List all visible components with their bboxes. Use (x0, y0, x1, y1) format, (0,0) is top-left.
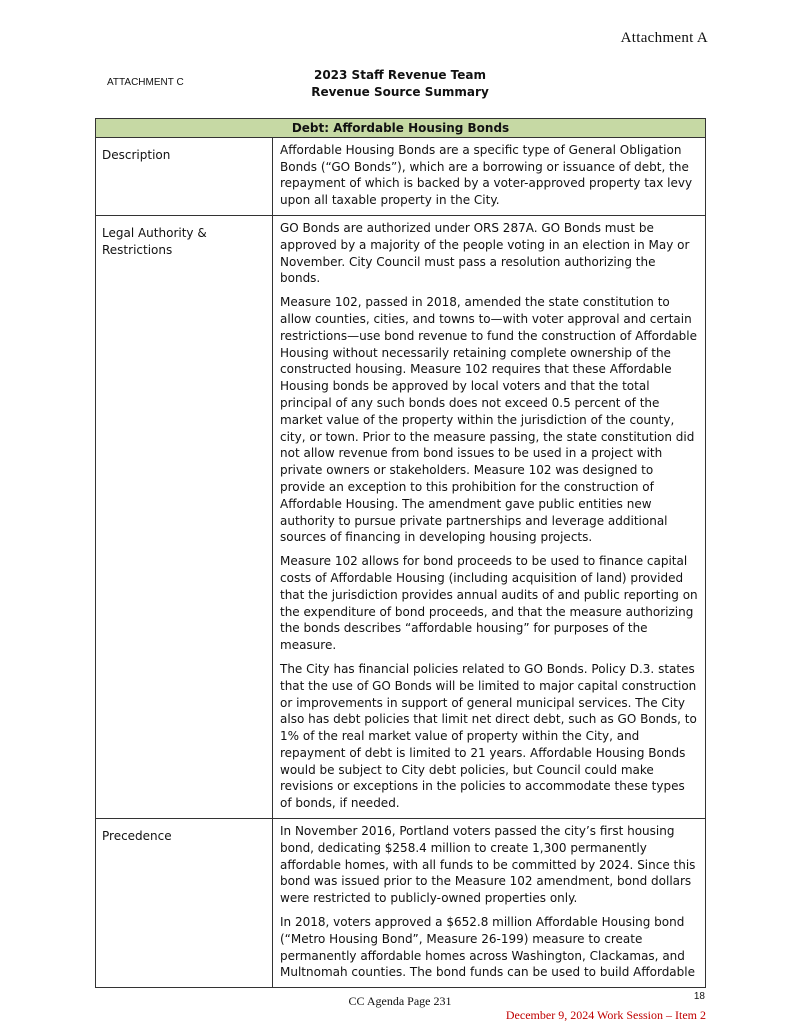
table-header-row (96, 119, 706, 138)
paragraph: In November 2016, Portland voters passed the city’s first housing bond, dedicating $258.4 million to create 1,300 permanently affordable homes, with all funds to be committed by 2024. Since this bond was issued prior to the Measure 102 amendment, bond dollars were restricted to publicly-owned properties only. (280, 824, 696, 906)
paragraph: Measure 102 allows for bond proceeds to be used to finance capital costs of Affordable Housing (including acquisition of land) provided that the jurisdiction provides annual audits of and public reporting on the expenditure of bond proceeds, and that the measure authorizing the bonds describes “affordable housing” for purposes of the measure. (280, 554, 698, 653)
table-heading: Debt: Affordable Housing Bonds (96, 119, 706, 138)
row-content-description (273, 137, 706, 215)
title-line-2: Revenue Source Summary (311, 85, 489, 99)
document-title (0, 67, 800, 101)
row-label-precedence: Precedence (96, 819, 273, 988)
title-line-1: 2023 Staff Revenue Team (313, 68, 487, 82)
row-label-description: Description (96, 137, 273, 215)
attachment-c-label: ATTACHMENT C (107, 77, 184, 88)
paragraph: Measure 102, passed in 2018, amended the state constitution to allow counties, cities, and towns to—with voter approval and certain restrictions—use bond revenue to fund the construction of Affordable Housing without necessarily retaining complete ownership of the constructed housing. Measure 102 requires that these Affordable Housing bonds be approved by local voters and that the total principal of any such bonds does not exceed 0.5 percent of the market value of the property within the jurisdiction of the county, city, or town. Prior to the measure passing, the state constitution did not allow revenue from bond issues to be used in a project with private owners or stakeholders. Measure 102 was designed to provide an exception to this prohibition for the construction of Affordable Housing. The amendment gave public entities new authority to pursue private partnerships and leverage additional sources of financing in developing housing projects. (280, 295, 698, 545)
paragraph: In 2018, voters approved a $652.8 million Affordable Housing bond (“Metro Housing Bond”, Measure 26-199) measure to create permanently affordable homes across Washington, Clackamas, and Multnomah counties. The bond funds can be used to build Affordable (280, 915, 695, 980)
work-session-label: December 9, 2024 Work Session – Item 2 (505, 1008, 706, 1022)
paragraph: Affordable Housing Bonds are a specific type of General Obligation Bonds (“GO Bonds”), which are a borrowing or issuance of debt, the repayment of which is backed by a voter-approved property tax levy upon all taxable property in the City. (280, 142, 693, 208)
row-content-precedence (273, 819, 706, 988)
attachment-a-label: Attachment A (620, 30, 708, 46)
row-content-legal-authority (273, 215, 706, 818)
row-label-legal-authority (96, 215, 273, 818)
agenda-page-label: CC Agenda Page 231 (348, 994, 452, 1008)
page-number: 18 (693, 991, 705, 1002)
label-text: Legal Authority & Restrictions (102, 225, 207, 257)
table-row (96, 819, 706, 988)
table-row (96, 137, 706, 215)
paragraph: GO Bonds are authorized under ORS 287A. GO Bonds must be approved by a majority of the people voting in an election in May or November. City Council must pass a resolution authorizing the bonds. (280, 220, 690, 286)
table-row (96, 215, 706, 818)
revenue-summary-table (95, 118, 706, 988)
paragraph: The City has financial policies related to GO Bonds. Policy D.3. states that the use of GO Bonds will be limited to major capital construction or improvements in support of general municipal services. The City also has debt policies that limit net direct debt, such as GO Bonds, to 1% of the real market value of property within the City, and repayment of debt is limited to 21 years. Affordable Housing Bonds would be subject to City debt policies, but Council could make revisions or exceptions in the policies to accommodate these types of bonds, if needed. (280, 661, 697, 811)
